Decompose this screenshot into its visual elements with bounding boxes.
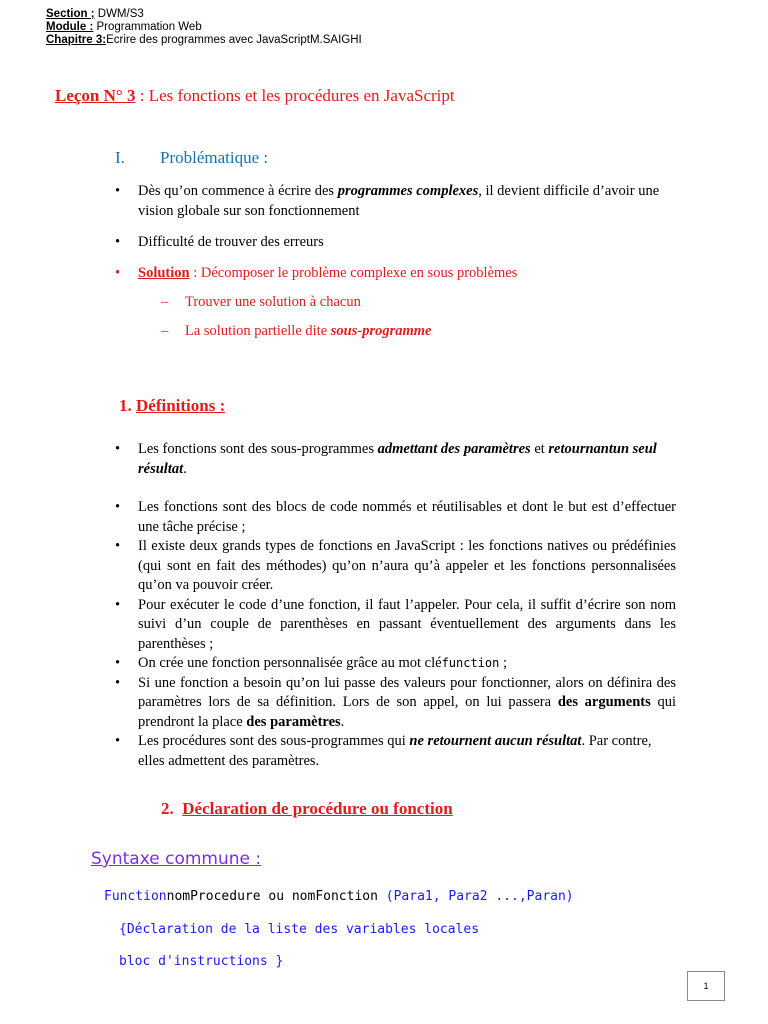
text: Dès qu’on commence à écrire des [138,183,338,199]
sub-item [161,293,661,313]
lesson-text: : Les fonctions et les procédures en JavaScript [135,86,455,105]
problematique-number: I. [115,148,125,167]
list-item [115,596,676,655]
text: Trouver une solution à chacun [185,294,361,310]
bold-text: des paramètres [246,713,341,730]
code-params: (Para1, Para2 ...,Paran) [377,889,574,904]
list-item [115,498,676,537]
page-number: 1 [687,971,725,1001]
text: Les procédures sont des sous-programmes qui [138,733,410,749]
text: qui prendront la place [138,694,677,730]
sub-list [161,293,661,313]
header-section [46,8,144,21]
list-item [115,654,676,674]
sub-item [161,322,661,342]
definitions-title: Définitions : [136,396,226,415]
text: . Par contre, elles admettent des paramètres. [138,733,652,769]
lesson-title [55,86,455,106]
code-name: nomProcedure ou nomFonction [166,889,378,904]
emphasis: retournantun seul résultat [138,441,657,477]
syntaxe-heading [91,849,261,869]
section-label: Section ; [46,8,95,20]
problematique-list-2 [115,233,675,253]
code-line-3: bloc d'instructions } [119,954,284,969]
text: . [183,460,187,477]
list-item [115,182,675,221]
list-item [115,233,675,253]
text: Les fonctions sont des blocs de code nommés et réutilisables et dont le but est d’effectuer une tâche précise ; [138,499,676,535]
code-line-2: {Déclaration de la liste des variables locales [119,922,480,937]
problematique-list-3 [115,264,675,284]
emphasis: admettant des paramètres [377,441,531,457]
text: Les fonctions sont des sous-programmes [138,441,378,457]
bold-text: des arguments [557,694,651,710]
text: Si une fonction a besoin qu’on lui passe des valeurs pour fonctionner, alors on définira des paramètres lors de sa définition. Lors de son appel, on lui passera [138,674,676,710]
text: et [530,441,549,457]
lesson-label: Leçon N° 3 [55,86,136,105]
text: On crée une fonction personnalisée grâce au mot clé [138,655,442,671]
text: Il existe deux grands types de fonctions en JavaScript : les fonctions natives ou prédéfinies (qui sont en fait des méthodes) qu’on n’aura qu’à appeler et les fonctions personnalisées qu’on va pouvoir créer. [138,538,676,593]
text: Difficulté de trouver des erreurs [138,234,324,250]
problematique-heading [115,148,268,168]
header-chapitre [46,34,362,47]
text: : Décomposer le problème complexe en sous problèmes [189,265,518,281]
chapitre-label: Chapitre 3: [46,34,107,46]
section-value: DWM/S3 [94,8,144,20]
definitions-list-1 [115,440,676,479]
emphasis: ne retournent aucun résultat [409,733,582,749]
definitions-heading [119,396,225,416]
list-item [115,674,676,733]
syntaxe-title: Syntaxe commune : [91,849,262,869]
sub-list-2 [161,322,661,342]
declaration-number: 2. [161,799,174,818]
code-keyword: function [441,656,500,670]
list-item [115,732,676,771]
chapitre-value: Ecrire des programmes avec JavaScriptM.SAIGHI [106,34,362,46]
emphasis: programmes complexes [337,183,479,199]
list-item [115,440,676,479]
declaration-title: Déclaration de procédure ou fonction [182,799,453,818]
text: Pour exécuter le code d’une fonction, il faut l’appeler. Pour cela, il suffit d’écrire son nom suivi d’un couple de parenthèses en passant éventuellement des arguments dans les parenthèses ; [138,596,676,652]
text: La solution partielle dite [185,323,331,339]
definitions-number: 1. [119,396,136,415]
module-value: Programmation Web [93,21,202,33]
code-line-1 [104,889,574,904]
emphasis: sous-programme [330,323,432,339]
solution-label: Solution [138,265,190,281]
problematique-title: Problématique : [160,148,269,167]
list-item [115,537,676,596]
problematique-list [115,182,675,221]
definitions-list-2 [115,498,676,771]
text: , il devient difficile d’avoir une vision globale sur son fonctionnement [138,183,660,219]
text: . [340,713,345,730]
module-label: Module : [46,21,94,33]
list-item-solution [115,264,675,284]
header-module [46,21,202,34]
declaration-heading [161,799,453,819]
text: ; [499,655,508,671]
code-keyword: Function [104,889,167,904]
